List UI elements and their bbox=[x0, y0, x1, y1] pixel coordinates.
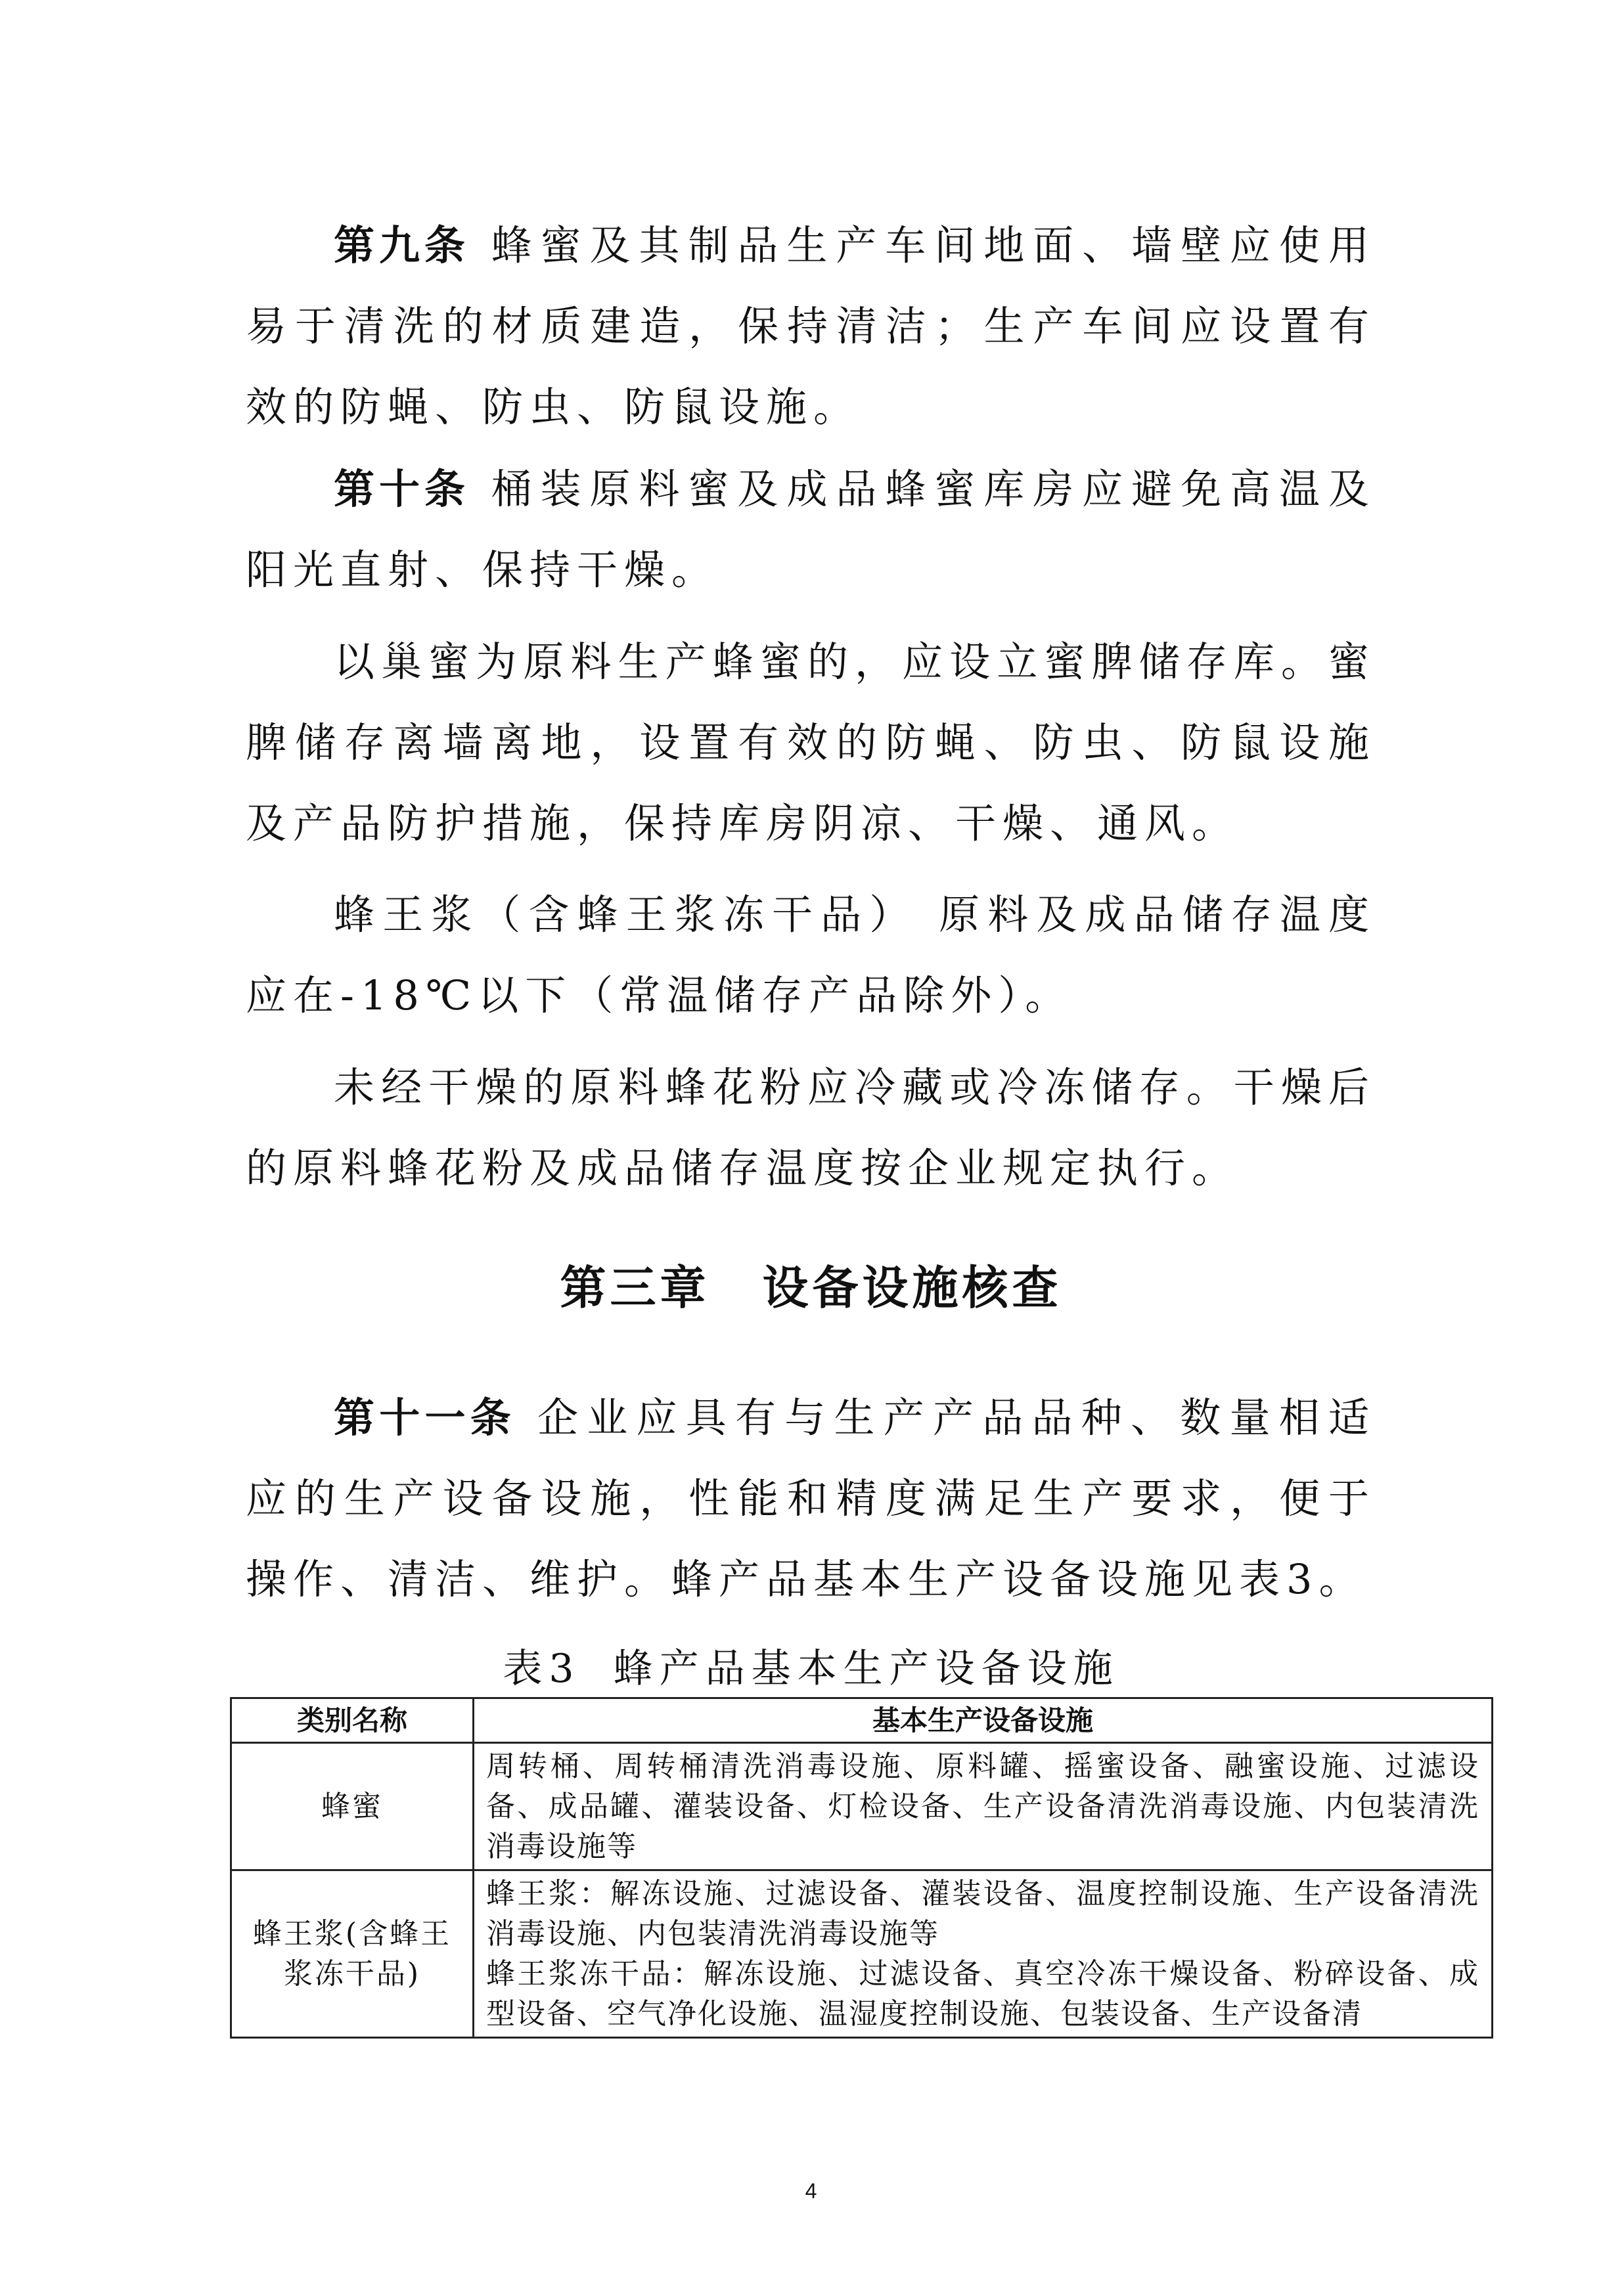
facilities-table bbox=[230, 1697, 1493, 2039]
page-number: 4 bbox=[805, 2179, 817, 2203]
article-10-text: 桶装原料蜜及成品蜂蜜库房应避免高温及阳光直射、保持干燥。 bbox=[246, 465, 1376, 594]
table-cell-category: 蜂蜜 bbox=[231, 1743, 474, 1870]
table-row bbox=[231, 1870, 1493, 2038]
facilities-line: 蜂王浆冻干品：解冻设施、过滤设备、真空冷冻干燥设备、粉碎设备、成型设备、空气净化设施、温湿度控制设施、包装设备、生产设备清 bbox=[486, 1957, 1479, 2031]
article-10 bbox=[246, 449, 1376, 610]
article-9 bbox=[246, 205, 1376, 447]
article-9-text: 蜂蜜及其制品生产车间地面、墙壁应使用易于清洗的材质建造，保持清洁；生产车间应设置有效的防蝇、防虫、防鼠设施。 bbox=[246, 221, 1376, 431]
table-caption-title: 蜂产品基本生产设备设施 bbox=[613, 1646, 1119, 1692]
paragraph-comb-honey: 以巢蜜为原料生产蜂蜜的，应设立蜜脾储存库。蜜脾储存离墙离地，设置有效的防蝇、防虫、防鼠设施及产品防护措施，保持库房阴凉、干燥、通风。 bbox=[246, 638, 1376, 847]
chapter-number: 第三章 bbox=[560, 1261, 710, 1315]
paragraph-bee-pollen: 未经干燥的原料蜂花粉应冷藏或冷冻储存。干燥后的原料蜂花粉及成品储存温度按企业规定执行。 bbox=[246, 1063, 1376, 1192]
article-11 bbox=[246, 1377, 1376, 1620]
table-cell-facilities bbox=[474, 1743, 1493, 1870]
table-row bbox=[231, 1743, 1493, 1870]
table-cell-category: 蜂王浆(含蜂王浆冻干品) bbox=[231, 1870, 474, 2038]
table-caption-number: 表3 bbox=[503, 1646, 581, 1692]
article-11-text: 企业应具有与生产产品品种、数量相适应的生产设备设施，性能和精度满足生产要求，便于操作、清洁、维护。蜂产品基本生产设备设施见表3。 bbox=[246, 1394, 1376, 1603]
paragraph-royal-jelly: 蜂王浆（含蜂王浆冻干品） 原料及成品储存温度应在-18℃以下（常温储存产品除外）。 bbox=[246, 891, 1376, 1019]
header-category: 类别名称 bbox=[231, 1698, 474, 1743]
article-10-lead: 第十条 bbox=[334, 465, 470, 513]
facilities-line: 周转桶、周转桶清洗消毒设施、原料罐、摇蜜设备、融蜜设施、过滤设备、成品罐、灌装设备、灯检设备、生产设备清洗消毒设施、内包装清洗消毒设施等 bbox=[486, 1750, 1479, 1863]
table-header-row bbox=[231, 1698, 1493, 1743]
table-caption bbox=[0, 1637, 1622, 1694]
article-11-lead: 第十一条 bbox=[334, 1394, 516, 1442]
table-cell-facilities bbox=[474, 1870, 1493, 2038]
chapter-heading bbox=[0, 1251, 1622, 1317]
facilities-line: 蜂王浆：解冻设施、过滤设备、灌装设备、温度控制设施、生产设备清洗消毒设施、内包装清洗消毒设施等 bbox=[486, 1877, 1479, 1951]
chapter-title: 设备设施核查 bbox=[762, 1261, 1062, 1315]
header-facilities: 基本生产设备设施 bbox=[474, 1698, 1493, 1743]
article-9-lead: 第九条 bbox=[334, 221, 470, 269]
